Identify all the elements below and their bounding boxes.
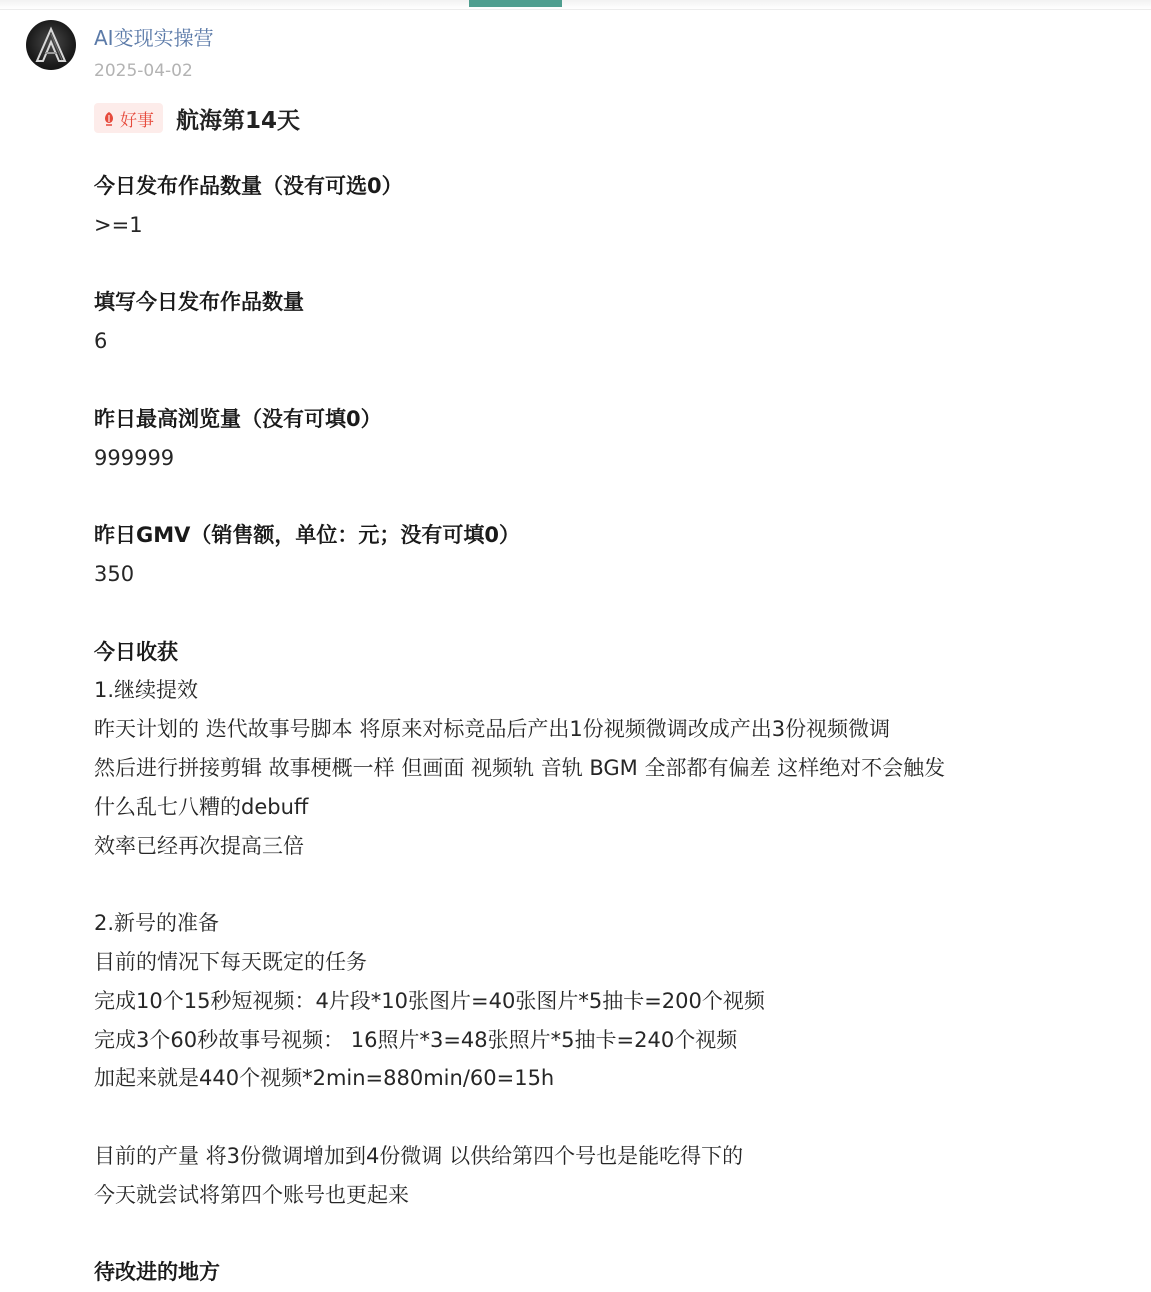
section-value: >=1 [94, 212, 143, 237]
blank-line [94, 594, 1114, 633]
avatar[interactable] [26, 20, 76, 70]
improve-heading: 待改进的地方 [94, 1260, 220, 1285]
top-bar [0, 0, 1151, 10]
blank-line [94, 361, 1114, 400]
harvest-line: 目前的产量 将3份微调增加到4份微调 以供给第四个号也是能吃得下的 [94, 1143, 744, 1168]
harvest-line: 什么乱七八糟的debuff [94, 794, 309, 819]
section-heading: 昨日GMV（销售额，单位：元；没有可填0） [94, 523, 520, 548]
harvest-line: 今天就尝试将第四个账号也更起来 [94, 1182, 409, 1207]
blank-line [94, 245, 1114, 284]
title-row [94, 103, 300, 133]
blank-line [94, 477, 1114, 516]
harvest-line: 目前的情况下每天既定的任务 [94, 949, 367, 974]
blank-line [94, 1215, 1114, 1254]
harvest-line: 1.继续提效 [94, 678, 199, 703]
avatar-logo-icon [26, 20, 76, 70]
harvest-heading: 今日收获 [94, 639, 178, 664]
section-value: 999999 [94, 445, 175, 470]
section-heading: 昨日最高浏览量（没有可填0） [94, 406, 382, 431]
post-title: 航海第14天 [176, 107, 301, 134]
section-heading: 填写今日发布作品数量 [94, 290, 304, 315]
harvest-line: 完成10个15秒短视频：4片段*10张图片=40张图片*5抽卡=200个视频 [94, 988, 765, 1013]
harvest-line: 加起来就是440个视频*2min=880min/60=15h [94, 1066, 555, 1091]
section-value: 350 [94, 561, 135, 586]
scroll-indicator [469, 0, 562, 7]
post-body [94, 167, 1114, 1292]
section-value: 6 [94, 329, 108, 354]
author-name[interactable]: AI变现实操营 [94, 26, 214, 50]
blank-line [94, 865, 1114, 904]
blank-line [94, 1098, 1114, 1137]
harvest-line: 完成3个60秒故事号视频： 16照片*3=48张照片*5抽卡=240个视频 [94, 1027, 738, 1052]
harvest-line: 效率已经再次提高三倍 [94, 833, 304, 858]
post-date: 2025-04-02 [94, 61, 193, 81]
harvest-line: 昨天计划的 迭代故事号脚本 将原来对标竞品后产出1份视频微调改成产出3份视频微调 [94, 717, 891, 742]
flower-icon [102, 110, 116, 126]
harvest-line: 2.新号的准备 [94, 911, 220, 936]
section-heading: 今日发布作品数量（没有可选0） [94, 174, 403, 198]
tag-badge[interactable] [94, 103, 163, 133]
tag-label: 好事 [120, 110, 154, 131]
harvest-line: 然后进行拼接剪辑 故事梗概一样 但画面 视频轨 音轨 BGM 全部都有偏差 这样绝对不会触发 [94, 755, 946, 780]
